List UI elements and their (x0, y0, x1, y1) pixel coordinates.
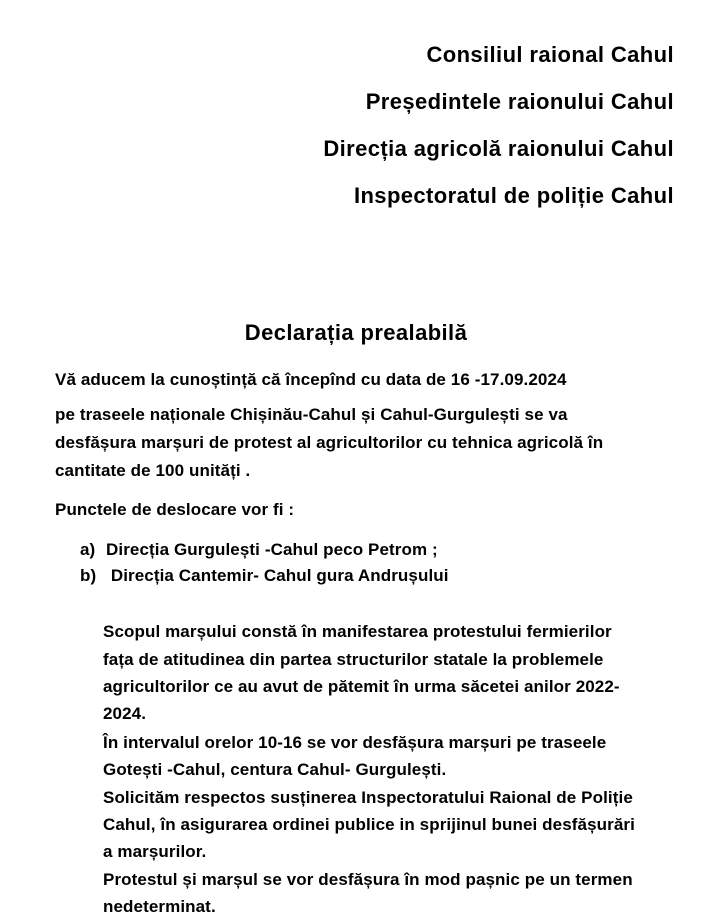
body-line: În intervalul orelor 10-16 se vor desfășura marșuri pe traseele (103, 733, 607, 752)
intro-line: pe traseele naționale Chișinău-Cahul și Cahul-Gurgulești se va (55, 405, 568, 424)
body-line: Cahul, în asigurarea ordinei publice in sprijinul bunei desfășurări (103, 815, 635, 834)
recipient-line: Inspectoratul de poliție Cahul (353, 183, 674, 208)
recipient-line: Consiliul raional Cahul (426, 42, 674, 67)
points-heading: Punctele de deslocare vor fi : (55, 500, 295, 519)
body-line: 2024. (103, 704, 147, 723)
list-marker: b) (80, 566, 97, 585)
intro-line: desfășura marșuri de protest al agricultorilor cu tehnica agricolă în (55, 433, 604, 452)
body-line: fața de atitudinea din partea structurilor statale la problemele (103, 650, 604, 669)
body-line: Scopul marșului constă în manifestarea protestului fermierilor (103, 622, 612, 641)
body-line: a marșurilor. (103, 842, 207, 861)
body-line: agricultorilor ce au avut de pătemit în urma săcetei anilor 2022- (103, 677, 620, 696)
recipient-line: Direcția agricolă raionului Cahul (323, 136, 674, 161)
recipient-line: Președintele raionului Cahul (365, 89, 674, 114)
list-item-text: Direcția Gurgulești -Cahul peco Petrom ; (106, 540, 438, 559)
list-marker: a) (80, 540, 96, 559)
body-line: Gotești -Cahul, centura Cahul- Gurgulești. (103, 760, 447, 779)
document-title: Declarația prealabilă (244, 320, 468, 345)
body-line: Solicităm respectos susținerea Inspectoratului Raional de Poliție (103, 788, 633, 807)
list-item (80, 566, 449, 586)
intro-line: cantitate de 100 unități . (55, 461, 251, 480)
body-line: Protestul și marșul se vor desfășura în mod pașnic pe un termen (103, 870, 633, 889)
body-line: nedeterminat. (103, 897, 216, 916)
intro-line: Vă aducem la cunoștință că începînd cu data de 16 -17.09.2024 (55, 370, 567, 389)
list-item-text: Direcția Cantemir- Cahul gura Andrușului (106, 566, 449, 585)
list-item (80, 540, 438, 560)
